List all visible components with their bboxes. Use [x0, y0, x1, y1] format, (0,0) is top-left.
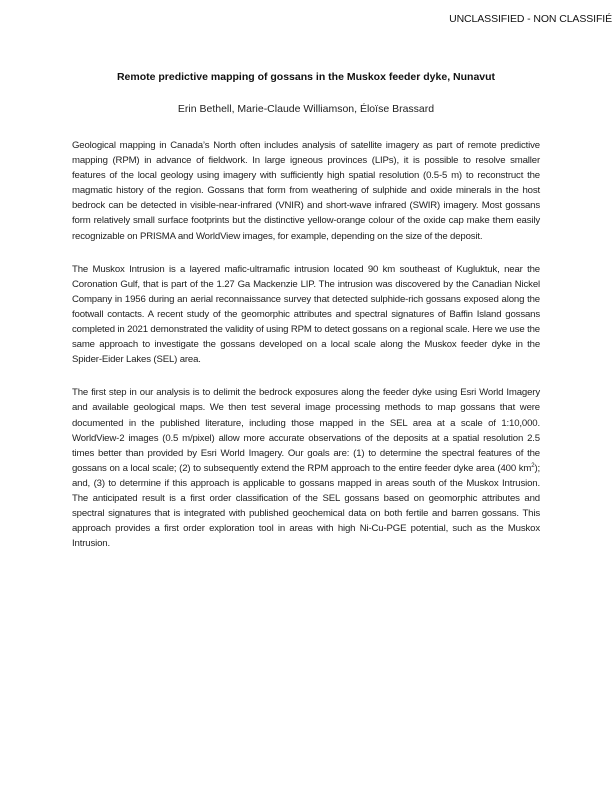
paragraph-methods-part2: ); and, (3) to determine if this approach is applicable to gossans mapped in areas south of the Muskox Intrusion. The anticipated result is a first order classification of the SEL gossans based on geomorphic attributes and spectral signatures that is integrated with published geochemical data on both fertile and barren gossans. This approach provides a first order exploration tool in areas with high Ni-Cu-PGE potential, such as the Muskox Intrusion. — [72, 462, 540, 550]
paragraph-intro: Geological mapping in Canada’s North often includes analysis of satellite imagery as part of remote predictive mapping (RPM) in advance of fieldwork. In large igneous provinces (LIPs), it is possible to resolve smaller features of the local geology using imagery with sufficiently high spatial resolution (0.5-5 m) to reconstruct the magmatic history of the region. Gossans that form from weathering of sulphide and oxide minerals in the host bedrock can be detected in visible-near-infrared (VNIR) and short-wave infrared (SWIR) imagery. Most gossans form relatively small surface footprints but the distinctive yellow-orange colour of the oxide cap make them easily recognizable on PRISMA and WorldView images, for example, depending on the size of the deposit. — [72, 140, 540, 242]
classification-marking: UNCLASSIFIED - NON CLASSIFIÉ — [449, 13, 612, 25]
paragraph-muskox: The Muskox Intrusion is a layered mafic-ultramafic intrusion located 90 km southeast of Kugluktuk, near the Coronation Gulf, that is part of the 1.27 Ga Mackenzie LIP. The intrusion was discovered by the Canadian Nickel Company in 1956 during an aerial reconnaissance survey that detected sulphide-rich gossans exposed along the footwall contacts. A recent study of the geomorphic attributes and spectral signatures of Baffin Island gossans completed in 2021 demonstrated the validity of using RPM to detect gossans on a regional scale. Here we use the same approach to investigate the gossans developed on a local scale along the Muskox feeder dyke in the Spider-Eider Lakes (SEL) area. — [72, 263, 540, 366]
document-title: Remote predictive mapping of gossans in the Muskox feeder dyke, Nunavut — [116, 71, 496, 83]
superscript-squared: 2 — [531, 462, 535, 469]
paragraph-methods-part1: The first step in our analysis is to delimit the bedrock exposures along the feeder dyke using Esri World Imagery and available geological maps. We then test several image processing methods to map gossans that were documented in the published literature, including those mapped in the SEL area at a scale of 1:10,000. WorldView-2 images (0.5 m/pixel) allow more accurate observations of the deposits at a spatial resolution 2.5 times better than provided by Esri World Imagery. Our goals are: (1) to determine the spectral features of the gossans on a local scale; (2) to subsequently extend the RPM approach to the entire feeder dyke area (400 km — [72, 387, 540, 474]
paragraph-methods — [72, 385, 540, 551]
author-list: Erin Bethell, Marie-Claude Williamson, Éloïse Brassard — [177, 103, 435, 115]
abstract-body — [72, 138, 540, 569]
